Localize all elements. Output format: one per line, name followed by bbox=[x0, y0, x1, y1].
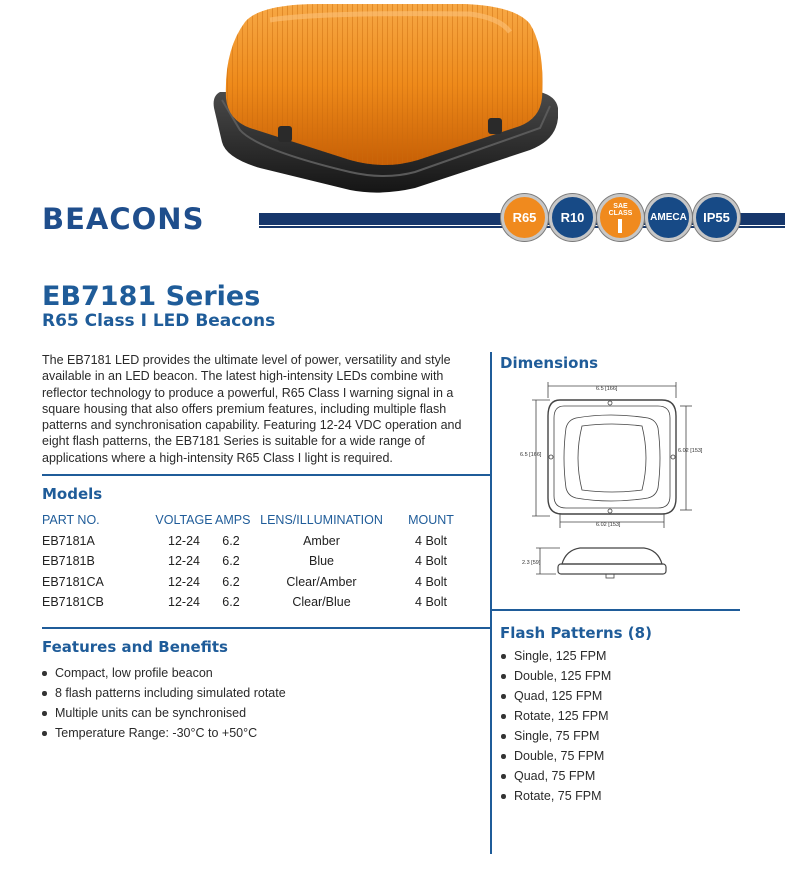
product-title: EB7181 Series bbox=[42, 281, 261, 312]
badge-sae-class-one-mark bbox=[618, 219, 622, 233]
section-banner-title: BEACONS bbox=[42, 202, 205, 236]
badge-sae-mid: CLASS bbox=[608, 209, 633, 217]
beacon-product-image bbox=[200, 0, 570, 195]
badge-ameca bbox=[645, 194, 692, 241]
cell-part-no: EB7181CB bbox=[42, 595, 104, 609]
divider-horizontal-flash bbox=[490, 609, 740, 611]
cell-part-no: EB7181A bbox=[42, 533, 95, 548]
models-heading: Models bbox=[42, 485, 103, 503]
list-item: Single, 75 FPM bbox=[501, 726, 611, 746]
dim-right-height: 6.02 [153] bbox=[678, 448, 703, 454]
cell-mount: 4 Bolt bbox=[415, 574, 447, 589]
badge-sae-top: SAE bbox=[613, 202, 628, 210]
list-item: Quad, 125 FPM bbox=[501, 686, 611, 706]
features-list bbox=[42, 663, 286, 743]
badge-r10 bbox=[549, 194, 596, 241]
cell-voltage: 12-24 bbox=[168, 533, 200, 548]
list-item: Multiple units can be synchronised bbox=[42, 703, 286, 723]
list-item: Rotate, 75 FPM bbox=[501, 786, 611, 806]
cell-lens: Amber bbox=[303, 533, 340, 548]
cell-mount: 4 Bolt bbox=[415, 533, 447, 548]
table-row bbox=[42, 534, 482, 555]
badge-sae-stack bbox=[609, 203, 633, 233]
cell-part-no: EB7181B bbox=[42, 554, 95, 568]
list-item: Double, 125 FPM bbox=[501, 666, 611, 686]
badge-ip55-label: IP55 bbox=[703, 210, 730, 225]
list-item: Quad, 75 FPM bbox=[501, 766, 611, 786]
cell-lens: Clear/Blue bbox=[292, 595, 351, 609]
divider-horizontal-models bbox=[42, 474, 492, 476]
list-item: Double, 75 FPM bbox=[501, 746, 611, 766]
cell-amps: 6.2 bbox=[222, 574, 240, 589]
dim-side-height: 2.3 [59] bbox=[522, 560, 541, 566]
table-row bbox=[42, 575, 482, 596]
table-row bbox=[42, 554, 482, 575]
cell-lens: Clear/Amber bbox=[286, 574, 357, 589]
cell-mount: 4 Bolt bbox=[415, 595, 447, 609]
cell-mount: 4 Bolt bbox=[415, 554, 447, 568]
dim-left-height: 6.5 [166] bbox=[520, 452, 542, 458]
list-item: Compact, low profile beacon bbox=[42, 663, 286, 683]
models-header-row bbox=[42, 513, 482, 534]
cell-part-no: EB7181CA bbox=[42, 574, 104, 589]
divider-vertical-main bbox=[490, 474, 492, 854]
dimensions-drawing bbox=[520, 378, 720, 588]
badge-r65 bbox=[501, 194, 548, 241]
cell-voltage: 12-24 bbox=[168, 554, 200, 568]
cell-amps: 6.2 bbox=[222, 533, 240, 548]
flash-patterns-list bbox=[501, 646, 611, 806]
models-table bbox=[42, 513, 482, 616]
flash-patterns-heading: Flash Patterns (8) bbox=[500, 624, 652, 642]
dim-top-width: 6.5 [166] bbox=[596, 386, 618, 392]
badge-r65-label: R65 bbox=[512, 210, 537, 225]
features-heading: Features and Benefits bbox=[42, 638, 228, 656]
divider-horizontal-features bbox=[42, 627, 492, 629]
divider-vertical-top bbox=[490, 352, 492, 474]
cell-lens: Blue bbox=[308, 554, 335, 568]
badge-r10-label: R10 bbox=[560, 210, 585, 225]
list-item: 8 flash patterns including simulated rotate bbox=[42, 683, 286, 703]
dimensions-heading: Dimensions bbox=[500, 354, 599, 372]
dim-bottom-width: 6.02 [153] bbox=[596, 522, 621, 528]
list-item: Rotate, 125 FPM bbox=[501, 706, 611, 726]
list-item: Single, 125 FPM bbox=[501, 646, 611, 666]
badge-sae-class bbox=[597, 194, 644, 241]
list-item: Temperature Range: -30°C to +50°C bbox=[42, 723, 286, 743]
cell-voltage: 12-24 bbox=[168, 595, 200, 609]
badge-ameca-label: AMECA bbox=[650, 212, 687, 223]
cell-amps: 6.2 bbox=[222, 554, 240, 568]
col-header-amps: AMPS bbox=[215, 513, 251, 527]
col-header-part-no: PART NO. bbox=[42, 513, 100, 527]
badge-ip55 bbox=[693, 194, 740, 241]
col-header-lens: LENS/ILLUMINATION bbox=[260, 513, 383, 527]
product-description: The EB7181 LED provides the ultimate level of power, versatility and style available in an LED beacon. The latest high-intensity LEDs combine with reflector technology to produce a powerful, R65 Class I warning signal in a square housing that also offers premium features, including multiple flash patterns and synchronisation capability. Featuring 12-24 VDC operation and eight flash patterns, the EB7181 Series is suitable for a wide range of applications where a high-intensity R65 Class I light is required. bbox=[42, 353, 462, 465]
product-subtitle: R65 Class I LED Beacons bbox=[42, 311, 276, 331]
col-header-voltage: VOLTAGE bbox=[155, 513, 213, 527]
cell-voltage: 12-24 bbox=[168, 574, 200, 589]
table-row bbox=[42, 595, 482, 616]
cell-amps: 6.2 bbox=[222, 595, 240, 609]
col-header-mount: MOUNT bbox=[408, 513, 454, 527]
